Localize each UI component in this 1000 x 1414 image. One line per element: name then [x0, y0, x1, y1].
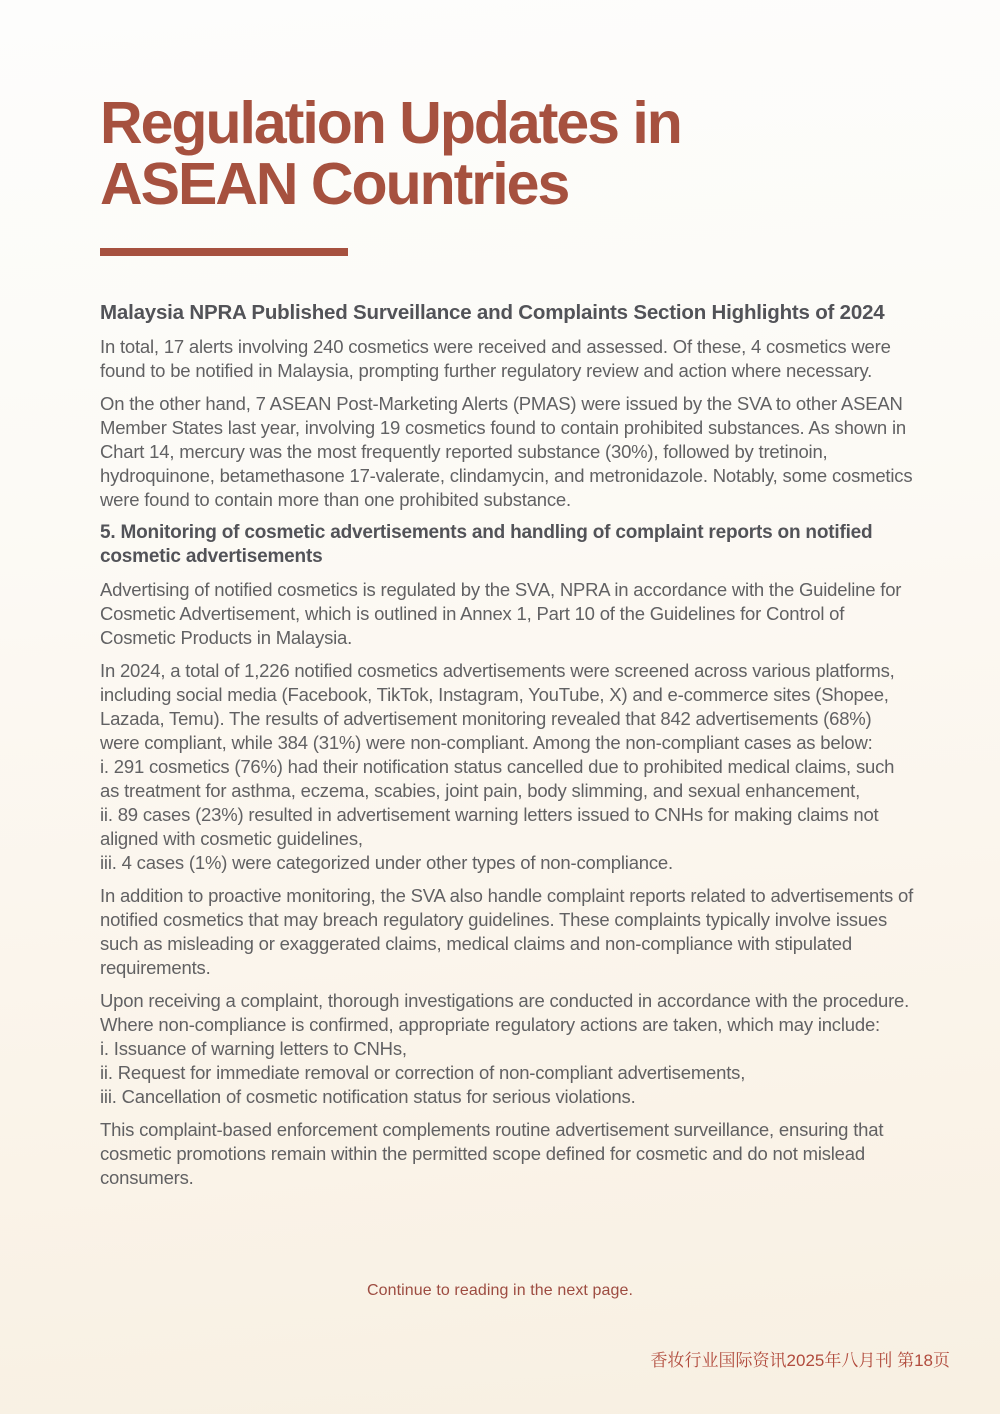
page-title-line1: Regulation Updates in — [100, 90, 681, 156]
action-item-ii: ii. Request for immediate removal or correction of non-compliant advertisements, — [100, 1062, 746, 1083]
subsection-heading-monitoring: 5. Monitoring of cosmetic advertisements and handling of complaint reports on notified cosmetic advertisements — [100, 522, 873, 567]
section-heading: Malaysia NPRA Published Surveillance and Complaints Section Highlights of 2024 — [100, 301, 885, 324]
complaint-procedure-intro: Upon receiving a complaint, thorough investigations are conducted in accordance with the procedure. Where non-compliance is confirmed, appropriate regulatory actions are taken, which may include: — [100, 990, 910, 1035]
noncompliance-item-ii: ii. 89 cases (23%) resulted in advertisement warning letters issued to CNHs for making claims not aligned with cosmetic guidelines, — [100, 804, 879, 849]
paragraph-complaint-procedure — [100, 989, 915, 1109]
paragraph-advertising-regulation: Advertising of notified cosmetics is regulated by the SVA, NPRA in accordance with the Guideline for Cosmetic Advertisement, which is outlined in Annex 1, Part 10 of the Guidelines for Control of Cosmetic Products in Malaysia. — [100, 579, 902, 648]
noncompliance-item-i: i. 291 cosmetics (76%) had their notification status cancelled due to prohibited medical claims, such as treatment for asthma, eczema, scabies, joint pain, body slimming, and sexual enhancement, — [100, 756, 895, 801]
page-content — [100, 90, 915, 1199]
page-title-line2: ASEAN Countries — [100, 151, 569, 217]
screening-results-intro: In 2024, a total of 1,226 notified cosmetics advertisements were screened across various platforms, including social media (Facebook, TikTok, Instagram, YouTube, X) and e-commerce sites (Shopee, Lazada, Temu). The results of advertisement monitoring revealed that 842 advertisements (68%) were compliant, while 384 (31%) were non-compliant. Among the non-compliant cases as below: — [100, 660, 895, 753]
title-divider — [100, 248, 348, 256]
page-title — [100, 90, 915, 217]
paragraph-screening-results — [100, 659, 915, 875]
action-item-i: i. Issuance of warning letters to CNHs, — [100, 1038, 407, 1059]
noncompliance-item-iii: iii. 4 cases (1%) were categorized under other types of non-compliance. — [100, 852, 673, 873]
paragraph-enforcement-summary: This complaint-based enforcement complements routine advertisement surveillance, ensuring that cosmetic promotions remain within the permitted scope defined for cosmetic and do not mislead consumers. — [100, 1119, 884, 1188]
issue-page-footer: 香妆行业国际资讯2025年八月刊 第18页 — [650, 1351, 950, 1370]
paragraph-alerts-summary: In total, 17 alerts involving 240 cosmetics were received and assessed. Of these, 4 cosmetics were found to be notified in Malaysia, prompting further regulatory review and action where necessary. — [100, 336, 891, 381]
paragraph-complaint-reports: In addition to proactive monitoring, the SVA also handle complaint reports related to advertisements of notified cosmetics that may breach regulatory guidelines. These complaints typically involve issues such as misleading or exaggerated claims, medical claims and non-compliance with stipulated requirements. — [100, 885, 914, 978]
continue-reading-note: Continue to reading in the next page. — [366, 1282, 634, 1299]
action-item-iii: iii. Cancellation of cosmetic notification status for serious violations. — [100, 1086, 636, 1107]
paragraph-pmas-alerts: On the other hand, 7 ASEAN Post-Marketing Alerts (PMAS) were issued by the SVA to other ASEAN Member States last year, involving 19 cosmetics found to contain prohibited substances. As shown in Chart 14, mercury was the most frequently reported substance (30%), followed by tretinoin, hydroquinone, betamethasone 17-valerate, clindamycin, and metronidazole. Notably, some cosmetics were found to contain more than one prohibited substance. — [100, 393, 913, 510]
